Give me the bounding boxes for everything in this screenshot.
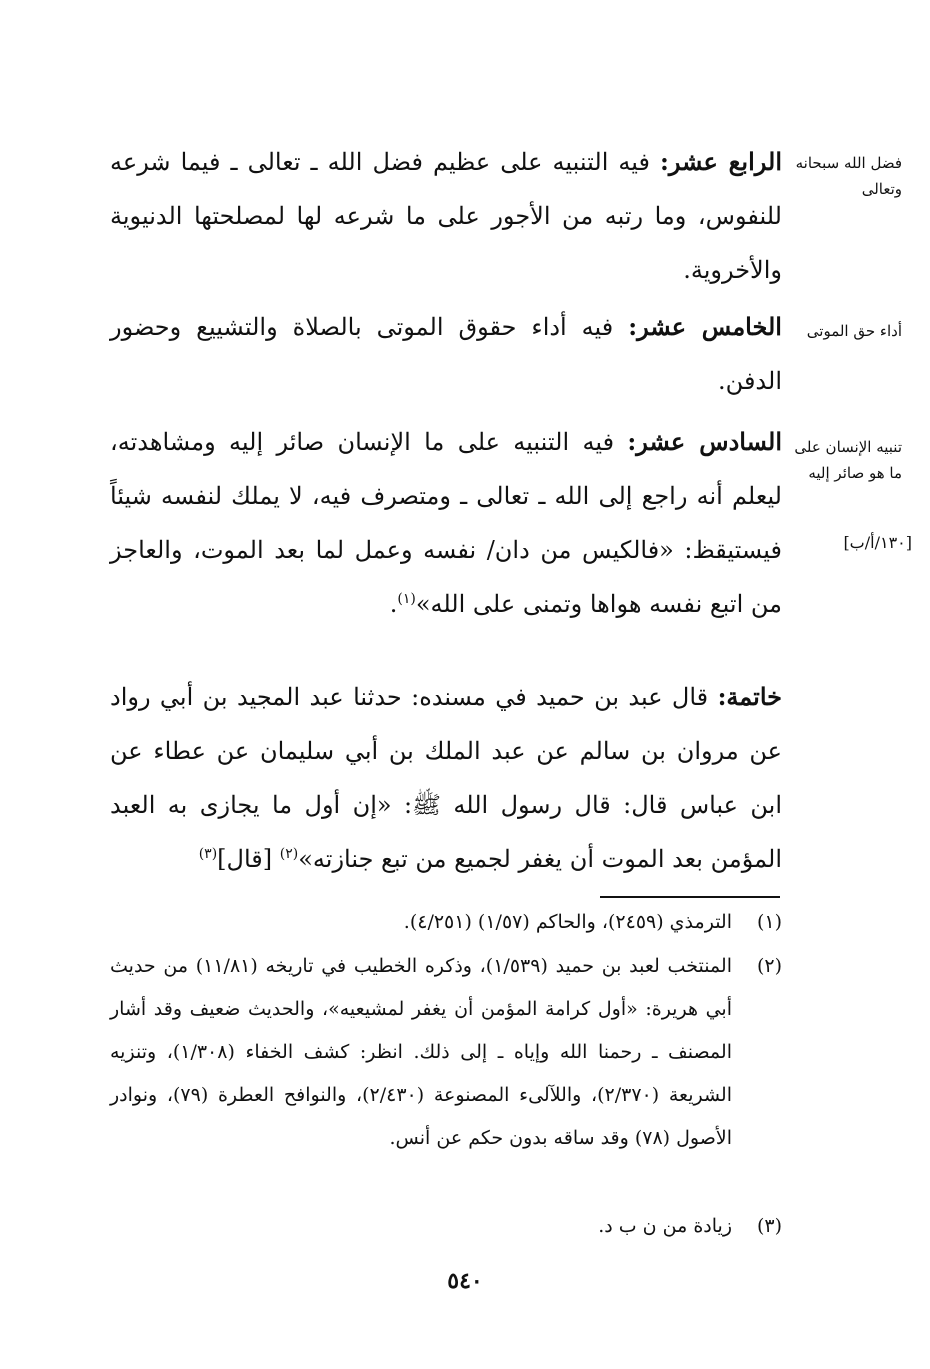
footnote-marker: (٢)	[279, 846, 299, 862]
editorial-insertion: [قال]	[217, 845, 273, 873]
paragraph-text: فيه التنبيه على عظيم فضل الله ـ تعالى ـ فيما شرعه للنفوس، وما رتبه من الأجور على ما شرعه لها لمصلحتها الدنيوية والأخروية.	[110, 148, 782, 284]
footnote-marker: (١)	[397, 591, 416, 607]
paragraph-conclusion	[110, 670, 782, 886]
paragraph-lead: الرابع عشر:	[660, 147, 782, 176]
footnote-divider	[600, 896, 780, 898]
folio-reference: [١٣٠/أ/ب]	[843, 533, 912, 552]
paragraph-lead: خاتمة:	[717, 682, 782, 711]
footnote	[110, 1205, 782, 1248]
paragraph-lead: السادس عشر:	[627, 427, 782, 456]
paragraph-fourteenth	[110, 135, 782, 297]
footnote-number: (١)	[756, 911, 782, 933]
paragraph-text: قال عبد بن حميد في مسنده: حدثنا عبد المجيد بن أبي رواد عن مروان بن سالم عن عبد الملك بن أبي سليمان عن عطاء عن ابن عباس قال: قال رسول الله ﷺ: «إن أول ما يجازى به العبد المؤمن بعد الموت أن يغفر لجميع من تبع جنازته»	[110, 683, 782, 873]
footnote-marker: (٣)	[198, 846, 218, 862]
paragraph-sixteenth: السادس عشر: فيه التنبيه على ما الإنسان صائر إليه ومشاهدته، ليعلم أنه راجع إلى الله ـ تعالى ـ ومتصرف فيه، لا يملك لنفسه شيئاً فيستيقظ: «فالكيس من دان/ نفسه وعمل لما بعد الموت، والعاجز من اتبع نفسه هواها وتمنى على الله»$^{(١)}$.	[110, 427, 782, 618]
footnote	[110, 901, 782, 944]
paragraph-text: فيه أداء حقوق الموتى بالصلاة والتشييع وحضور الدفن.	[110, 313, 782, 395]
footnote-number: (٣)	[756, 1215, 782, 1237]
paragraph-lead: الخامس عشر:	[628, 312, 782, 341]
paragraph-text: فيه التنبيه على ما الإنسان صائر إليه ومشاهدته، ليعلم أنه راجع إلى الله ـ تعالى ـ ومتصرف فيه، لا يملك لنفسه شيئاً فيستيقظ: «فالكيس من دان/ نفسه وعمل لما بعد الموت، والعاجز من اتبع نفسه هواها وتمنى على الله»	[110, 428, 782, 618]
footnote	[110, 945, 782, 1160]
footnote-text: الترمذي (٢٤٥٩)، والحاكم (١/٥٧) (٤/٢٥١).	[403, 911, 732, 933]
footnote-number: (٢)	[756, 955, 782, 977]
margin-note-rights-of-dead: أداء حق الموتى	[806, 322, 902, 340]
page-number: ٥٤٠	[447, 1268, 483, 1294]
margin-note-human-destiny: تنبيه الإنسان على ما هو صائر إليه	[794, 438, 902, 482]
footnote-text: زيادة من ن ب د.	[598, 1215, 732, 1237]
margin-note-grace: فضل الله سبحانه وتعالى	[795, 154, 902, 198]
paragraph-fifteenth	[110, 300, 782, 408]
footnote-text: المنتخب لعبد بن حميد (١/٥٣٩)، وذكره الخطيب في تاريخه (١١/٨١) من حديث أبي هريرة: «أول كرامة المؤمن أن يغفر لمشيعيه»، والحديث ضعيف وقد أشار المصنف ـ رحمنا الله وإياه ـ إلى ذلك. انظر: كشف الخفاء (١/٣٠٨)، وتنزيه الشريعة (٢/٣٧٠)، واللآلىء المصنوعة (٢/٤٣٠)، والنوافح العطرة (٧٩)، ونوادر الأصول (٧٨) وقد ساقه بدون حكم عن أنس.	[110, 955, 732, 1149]
